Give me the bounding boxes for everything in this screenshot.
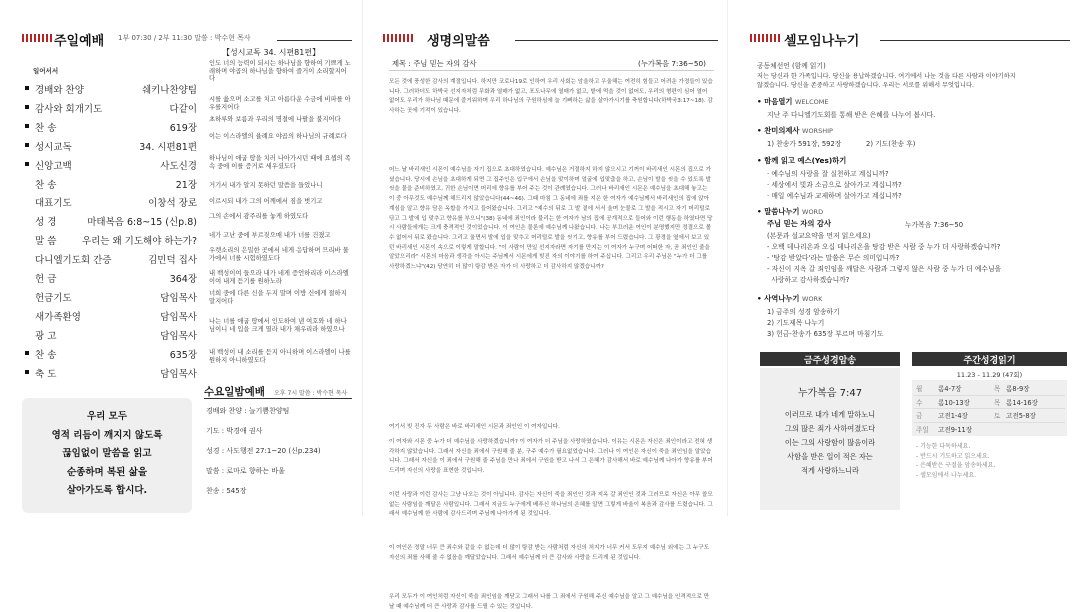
reading-cell: 롬4-7장 xyxy=(938,385,962,393)
order-value: 우리는 왜 기도해야 하는가? xyxy=(81,236,197,248)
reading-note: - 은혜받은 구절을 암송하세요. xyxy=(916,462,996,469)
order-value: 619장 xyxy=(169,122,197,134)
reading-note: - 반드시 기도하고 읽으세요. xyxy=(916,452,990,460)
wed-line xyxy=(204,398,352,399)
sermon-title: 생명의말씀 xyxy=(427,34,490,49)
responsive-line: 하나님이 애굽 땅을 치러 나아가시던 때에 요셉의 족속 중에 이를 증거로 세우셨도다 xyxy=(209,155,351,170)
memory-line: 이러므로 내가 네게 말하노니 xyxy=(784,410,876,419)
order-label: 말 씀 xyxy=(35,236,57,248)
responsive-line: 나는 너를 애굽 땅에서 인도하여 낸 여호와 네 하나님이니 네 입을 크게 열라 내가 채우리라 하였으나 xyxy=(209,318,347,333)
memory-ref: 누가복음 7:47 xyxy=(797,388,863,399)
cell-header xyxy=(750,30,1070,48)
reading-title: 주간성경읽기 xyxy=(963,356,1016,366)
bullet-icon xyxy=(25,105,29,109)
bullet-icon xyxy=(25,370,29,374)
sermon-paragraph: 이 여자와 시몬 중 누가 더 예수님을 사랑하겠습니까? 이 여자가 더 주님을 사랑하였습니다. 이유는 시몬은 자신은 죄인이라고 전혀 생각하지 않았습니다. 그래서 자신을 죄에서 구원해 줄 분, 구주 예수가 필요없었습니다. 그러나 이 여인은 자신이 죽을 죄인임을 알았습니다. 그래서 자신을 이 죄에서 구원해 줄 주님을 만나 죄에서 구원을 받고 나서 그 은혜가 감사해서 바로 예수님께 나아가 향유를 부어드리며 자신의 사랑을 표현한 것입니다. xyxy=(389,439,713,475)
yes-line: · 세상에서 빛과 소금으로 살아가고 계십니까? xyxy=(767,181,902,189)
order-value: 34. 시편81편 xyxy=(139,141,197,153)
order-label: 성 경 xyxy=(35,217,57,229)
order-label: 대표기도 xyxy=(35,198,72,210)
reading-note: - 셀모임에서 나누세요. xyxy=(916,471,977,479)
bullet-icon xyxy=(25,143,29,147)
responsive-line: 내 백성이여 들으라 내가 네게 증언하리라 이스라엘이여 내게 듣기를 원하노라 xyxy=(209,270,349,285)
order-value: 21장 xyxy=(175,179,197,191)
header-line xyxy=(277,40,352,41)
reading-cell: 수 xyxy=(916,398,923,407)
order-row xyxy=(25,82,197,98)
sermon-paragraph: 여기서 빚 진자 두 사람은 바로 바리새인 시몬과 죄인인 이 여자입니다. xyxy=(389,424,560,430)
order-value: 쉐키나찬양팀 xyxy=(141,85,197,96)
reading-dates: 11.23 - 11.29 (47회) xyxy=(956,371,1023,379)
order-label: 감사와 회개기도 xyxy=(35,103,103,115)
order-value: 마태복음 6:8~15 (신p.8) xyxy=(87,217,197,229)
reading-cell: 목 xyxy=(994,385,1001,393)
row-divider xyxy=(914,408,1065,409)
reading-cell: 롬14-16장 xyxy=(1006,398,1038,407)
reading-cell: 고전1-4장 xyxy=(938,412,968,420)
order-label: 신앙고백 xyxy=(35,160,72,172)
order-label: 경배와 찬양 xyxy=(35,85,84,96)
order-value: 사도신경 xyxy=(160,160,197,172)
work-title-text: 사역나누기 xyxy=(764,294,800,303)
open-label: 공동체선언 (함께 읽기) xyxy=(757,62,826,70)
order-value: 김민덕 집사 xyxy=(148,255,197,267)
order-row xyxy=(25,195,197,211)
worship-prayer: 2) 기도(찬송 후) xyxy=(866,140,916,148)
sermon-paragraph: 모든 것에 풍성한 감사의 계절입니다. 하지만 코로나19로 인하여 우리 사회는 암울하고 우울해는 여전히 힘들고 어려운 가정들이 있습니다. 그러하더도 하박국 선지자처럼 무화과 열매가 없고, 포도나무에 열매가 없고, 밭에 먹을 것이 없어도, 우리의 형편이 심어 열어 없어도 우리가 하나님 때문에 즐거워하며 우리 하나님의 구원하심에 늘 기뻐하는 삶을 살아가시기를 축원합니다(하박국3:17~18). 감사하는 곳에 기적이 있습니다. xyxy=(389,79,713,115)
wed-meta: 오후 7시 말씀 : 박수현 목사 xyxy=(274,390,348,397)
order-label: 찬 송 xyxy=(35,122,57,134)
open-text-1: 저는 당신과 한 가족입니다. 당신을 용납하겠습니다. 여기에서 나눈 것을 다른 사람과 이야기하지 xyxy=(757,73,1016,80)
order-row xyxy=(25,177,197,193)
responsive-line: 거기서 내가 알지 못하던 말씀을 들었나니 xyxy=(209,182,323,189)
order-row xyxy=(25,101,197,117)
motto-line: 끊임없이 말씀을 읽고 xyxy=(62,448,152,459)
row-divider xyxy=(914,395,1065,396)
order-row xyxy=(25,366,197,382)
order-row xyxy=(25,328,197,344)
order-row xyxy=(25,120,197,136)
order-row xyxy=(25,158,197,174)
header-stripe xyxy=(22,34,52,42)
word-line: - '탕감 받았다'라는 말씀은 무슨 의미입니까? xyxy=(767,254,900,262)
wed-item: 말씀 : 로마로 향하는 바울 xyxy=(206,467,285,475)
order-value: 담임목사 xyxy=(160,311,197,323)
header-stripe xyxy=(383,34,413,42)
order-label: 헌 금 xyxy=(35,274,57,285)
reading-cell: 고전5-8장 xyxy=(1006,412,1036,420)
reading-note: - 기능한 다독하세요. xyxy=(916,443,971,450)
bullet-icon xyxy=(25,124,29,128)
reading-cell: 롬8-9장 xyxy=(1006,385,1030,393)
word-line: - 자신이 지옥 갈 죄인임을 깨달은 사람과 그렇지 않은 사람 중 누가 더 예수님을 xyxy=(767,265,1002,273)
sermon-ref: (누가복음 7:36~50) xyxy=(638,59,706,68)
order-label: 축 도 xyxy=(35,368,57,380)
reading-cell: 월 xyxy=(916,385,923,393)
worship-en: WORSHIP xyxy=(802,127,833,135)
reading-cell: 목 xyxy=(994,398,1001,407)
word-line: - 오백 데나리온과 오십 데나리온을 탕감 받은 사람 중 누가 더 사랑하겠습니까? xyxy=(767,243,1001,251)
welcome-title: • 마음열기 WELCOME xyxy=(757,97,829,106)
standing-label: 일어서서 xyxy=(33,67,59,75)
welcome-text: 지난 주 다니엘기도회를 통해 받은 은혜를 나누어 봅시다. xyxy=(767,111,936,119)
responsive-line: 초하루와 보름과 우리의 명절에 나팔을 불지어다 xyxy=(209,116,341,123)
cell-title: 셀모임나누기 xyxy=(784,34,860,49)
sermon-paragraph: 이런 사랑과 이런 감사는 그냥 나오는 것이 아닙니다. 감사는 자신이 죽을 죄인인 것과 지옥 갈 죄인인 것과 그러므로 자신은 아무 쓸모 없는 사람임을 깨달은 사람입니다. 그래서 지금도 누구에게 베푸신 하나님의 은혜를 알면 그렇게 바울이 복음과 감사를 드렸습니다. 그래서 예수님께 한 사람에 감사드리며 주님께 나아가게 된 것입니다. xyxy=(389,492,713,518)
work-line: 2) 기도제목 나누기 xyxy=(767,319,825,327)
memory-line: 이는 그의 사랑함이 많음이라 xyxy=(784,438,876,447)
memory-line: 그의 많은 죄가 사하여졌도다 xyxy=(784,424,876,433)
work-en: WORK xyxy=(802,295,823,303)
motto-line: 우리 모두 xyxy=(86,411,127,422)
bullet-icon xyxy=(25,162,29,166)
memory-line: 사함을 받은 일이 적은 자는 xyxy=(787,452,873,461)
order-row xyxy=(25,139,197,155)
order-value: 담임목사 xyxy=(160,292,197,304)
order-label: 광 고 xyxy=(35,330,57,342)
word-line: 사랑하고 감사하겠습니까? xyxy=(767,276,850,284)
work-line: 1) 금주의 성경 암송하기 xyxy=(767,308,840,316)
word-ref: 누가복음 7:36~50 xyxy=(905,221,964,229)
order-row xyxy=(25,271,197,287)
word-main: 주님 믿는 자의 감사 xyxy=(767,219,832,228)
work-title: • 사역나누기 WORK xyxy=(757,294,823,303)
yes-line: · 매일 예수님과 교제하며 살아가고 계십니까? xyxy=(767,192,902,200)
word-title-text: 말씀나누기 xyxy=(764,207,800,216)
header-line xyxy=(880,40,1070,41)
reading-cell: 금 xyxy=(916,412,923,420)
sermon-paragraph: 이 여인은 정말 너무 큰 죄수와 같을 수 없는데 더 많이 탕감 받는 사람처럼 자신의 처지가 너무 커서 도무지 예수님 외에는 그 누구도 자신의 죄를 사해 줄 수 없음을 깨달았습니다. 그래서 예수님께 더 큰 감사와 사랑을 드리게 된 것입니다. xyxy=(389,545,710,561)
memory-line: 적게 사랑하느니라 xyxy=(801,466,859,475)
worship-title-text: 찬미의제사 xyxy=(764,126,800,135)
memory-title: 금주성경암송 xyxy=(803,356,857,366)
bullet-icon xyxy=(25,351,29,355)
responsive-line: 시를 읊으며 소고를 치고 아름다운 수금에 비파를 아우를지어다 xyxy=(209,96,351,111)
responsive-line: 우렛소리의 은밀한 곳에서 네게 응답하며 므리바 물가에서 너를 시험하였도다 xyxy=(209,247,349,262)
welcome-title-text: 마음열기 xyxy=(764,97,793,106)
order-row xyxy=(25,252,197,268)
order-value: 담임목사 xyxy=(160,330,197,342)
header-line xyxy=(515,40,718,41)
motto-line: 영적 리듬이 깨지지 않도록 xyxy=(51,429,163,441)
order-value: 364장 xyxy=(169,274,197,285)
order-value: 이창석 장로 xyxy=(148,198,197,210)
page-fold-left xyxy=(362,0,363,516)
order-value: 635장 xyxy=(169,349,197,361)
page-fold-right xyxy=(727,0,728,516)
sermon-header xyxy=(383,30,718,48)
reading-cell: 고전9-11장 xyxy=(938,425,973,434)
verse-reference: 【성시교독 34. 시편81편】 xyxy=(222,48,321,57)
motto-line: 순종하며 복된 삶을 xyxy=(66,466,148,478)
responsive-line: 내 백성이 내 소리를 듣지 아니하며 이스라엘이 나를 원하지 아니하였도다 xyxy=(209,349,351,364)
header-stripe xyxy=(750,34,780,42)
reading-cell: 주일 xyxy=(916,425,929,434)
order-label: 새가족환영 xyxy=(35,311,81,323)
order-row xyxy=(25,290,197,306)
responsive-line: 이는 이스라엘의 율례요 야곱의 하나님의 규례로다 xyxy=(209,133,347,140)
sermon-subject: 제목 : 주님 믿는 자의 감사 xyxy=(392,59,477,68)
sermon-rule xyxy=(389,70,714,71)
order-value: 다같이 xyxy=(169,103,197,115)
word-title: • 말씀나누기 WORD xyxy=(757,207,824,216)
yes-title: • 함께 읽고 예스(Yes)하기 xyxy=(757,156,847,165)
wed-item: 경배와 찬양 : 늘기쁨찬양팀 xyxy=(206,407,290,415)
responsive-line: 그의 손에서 광주리를 놓게 하였도다 xyxy=(209,213,309,220)
sermon-paragraph: 어느 날 바리새인 시몬이 예수님을 자기 집으로 초대하였습니다. 예수님은 거절하지 하지 않으시고 기꺼이 바리새인 시몬의 집으로 가셨습니다. 당시에 손님을 초대하게 되면 그 집주인은 입구에서 손님을 맞이하며 얼굴에 입맞춤을 하고, 손님이 발을 씻을 수 있도록 발씻을 물을 준비하였고, 귀한 손님이면 머리에 향유를 부어 주는 것이 관례였습니다. 그러나 바리새인 시몬은 예수님을 초대해 놓고는 이 중 아무것도 예수님께 해드리지 않았습니다(44~46). 그때 마침 그 동네에 죄를 지은 한 여자가 예수님께서 바리새인의 집에 앉아 계심을 알고 향유 담은 옥합을 가지고 들어왔습니다. 그리고 "예수의 뒤로 그 발 곁에 서서 울며 눈물로 그 발을 적시고 자기 머리털로 닦고 그 발에 입 맞추고 향유를 부으니"(38) 동네에 죄인이라 불리는 한 여자가 남의 집에 공개적으로 들어와 이런 행동을 하였다면 당시 사람들에게는 크게 충격적인 것이었습니다. 이 여인은 물론에 예수님께 나왔습니다. 나는 부끄러운 여인이 분명했지만 정결으로 볼 수 없어서 뒤로 왔습니다. 그리고 울면서 발에 입을 맞추고 머리털로 발을 씻기고, 향유를 부어 드렸습니다. 그 광경을 옆에서 보고 있던 바리새인 시몬이 속으로 이렇게 말합니다. "이 사람이 만일 선지자라면 자기를 만지는 이 여자가 누구며 어떠한 자, 곧 죄인인 줄을 알았으리라" 시몬의 마음과 생각을 아시는 주님께서 시몬에게 빚진 자의 이야기를 하여 주십니다. 그리고 우리 주님은 "누가 더 그를 사랑하겠느냐"(42) 당연히 더 많이 탕감 받은 자가 더 사랑하고 더 감사하지 않겠습니까? xyxy=(389,167,713,271)
yes-title-text: 함께 읽고 예스(Yes)하기 xyxy=(764,156,847,165)
responsive-line: 인도 너의 능력이 되시는 하나님을 향하여 기쁘게 노래하며 야곱의 하나님을 향하여 즐거이 소리할지어다 xyxy=(209,60,351,83)
motto-line: 살아가도록 합시다. xyxy=(66,485,148,496)
order-label: 찬 송 xyxy=(35,349,57,361)
word-en: WORD xyxy=(802,208,824,216)
wed-title: 수요일밤예배 xyxy=(204,386,265,398)
responsive-line: 이르시되 내가 그의 어깨에서 짐을 벗기고 xyxy=(209,198,323,205)
word-sub: (본문과 설교요약을 먼저 읽으세요) xyxy=(767,232,871,240)
order-row xyxy=(25,233,197,249)
open-text-2: 않겠습니다. 당신을 존중하고 사랑하겠습니다. 우리는 서로를 위해서 무엇입니다. xyxy=(757,82,974,89)
worship-title: • 찬미의제사 WORSHIP xyxy=(757,126,833,135)
order-row xyxy=(25,347,197,363)
worship-header xyxy=(22,30,352,48)
responsive-line: 네가 고난 중에 부르짖으매 내가 너를 건졌고 xyxy=(209,232,331,239)
order-label: 헌금기도 xyxy=(35,292,72,304)
order-label: 찬 송 xyxy=(35,179,57,191)
service-times: 1부 07:30 / 2부 11:30 말씀 : 박수현 목사 xyxy=(118,34,251,42)
sermon-paragraph: 우리 모두가 이 여인처럼 자신이 죽을 죄인임을 깨닫고 그래서 나를 그 죄에서 구원해 주신 예수님을 알고 그 예수님을 인격적으로 만날 때 예수님께 더 큰 사랑과 감사를 드릴 수 있는 것입니다. xyxy=(389,594,710,610)
order-value: 담임목사 xyxy=(160,368,197,380)
yes-line: · 예수님의 사랑을 잘 실천하고 계십니까? xyxy=(767,170,889,178)
row-divider xyxy=(914,422,1065,423)
work-line: 3) 헌금-찬송가 635장 부르며 마침기도 xyxy=(767,330,884,338)
reading-cell: 토 xyxy=(994,412,1001,420)
wed-item: 성경 : 사도행전 27:1~20 (신p.234) xyxy=(206,447,321,455)
page-title: 주일예배 xyxy=(54,34,105,49)
bullet-icon xyxy=(25,86,29,90)
order-label: 성시교독 xyxy=(35,141,72,153)
responsive-line: 너희 중에 다른 신을 두지 말며 이방 신에게 절하지 말지어다 xyxy=(209,290,347,305)
welcome-en: WELCOME xyxy=(794,98,829,106)
wed-item: 찬송 : 545장 xyxy=(206,487,247,495)
reading-cell: 롬10-13장 xyxy=(938,398,970,407)
order-row xyxy=(25,214,197,230)
order-row xyxy=(25,309,197,325)
wed-item: 기도 : 박경애 권사 xyxy=(206,427,263,435)
order-label: 다니엘기도회 간증 xyxy=(35,255,112,267)
worship-hymns: 1) 찬송가 591장, 592장 xyxy=(767,140,842,148)
